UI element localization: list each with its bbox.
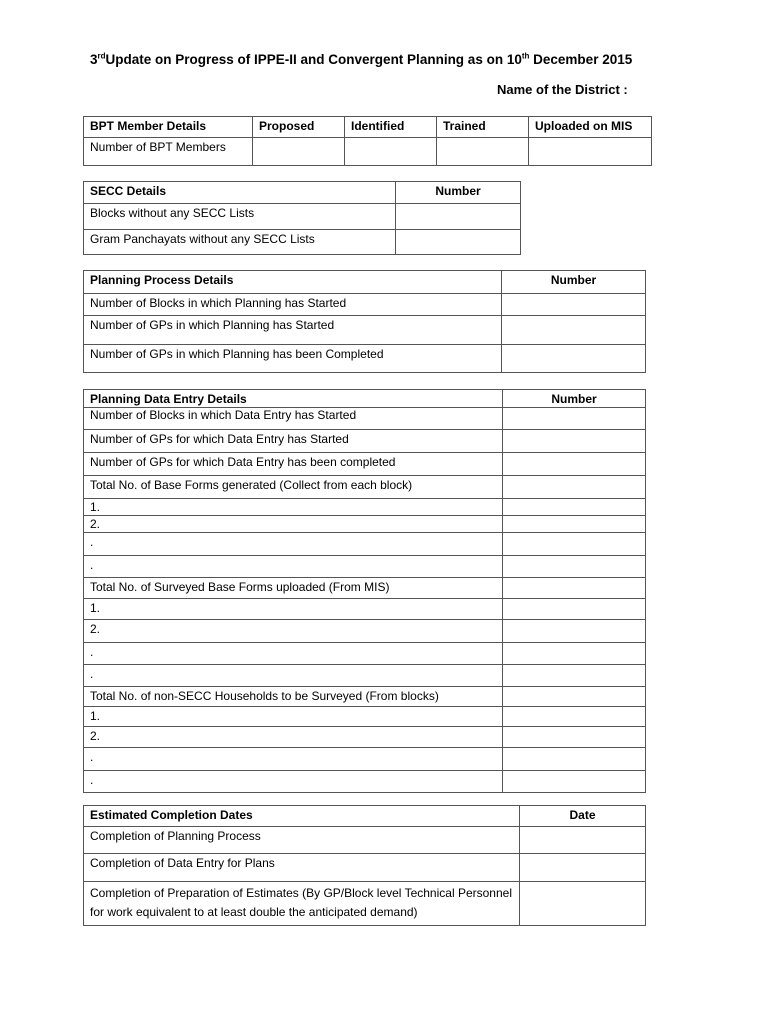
row-label: Number of GPs for which Data Entry has Started xyxy=(84,430,503,453)
value-cell[interactable] xyxy=(503,727,646,748)
table-row xyxy=(84,204,521,230)
column-header: Planning Data Entry Details xyxy=(84,390,503,408)
value-cell[interactable] xyxy=(502,316,646,345)
row-label: Gram Panchayats without any SECC Lists xyxy=(84,230,396,255)
table-row xyxy=(84,727,646,748)
column-header: Number xyxy=(502,271,646,294)
row-label: Completion of Data Entry for Plans xyxy=(84,854,520,882)
uploaded-cell[interactable] xyxy=(529,138,652,166)
row-label: . xyxy=(84,556,503,578)
table-row xyxy=(84,476,646,499)
table-header-row xyxy=(84,271,646,294)
table-row xyxy=(84,499,646,516)
value-cell[interactable] xyxy=(396,204,521,230)
row-label: Number of Blocks in which Planning has Started xyxy=(84,294,502,316)
row-label: Number of GPs for which Data Entry has been completed xyxy=(84,453,503,476)
value-cell[interactable] xyxy=(503,707,646,727)
row-label: . xyxy=(84,771,503,793)
value-cell[interactable] xyxy=(503,687,646,707)
value-cell[interactable] xyxy=(503,408,646,430)
value-cell[interactable] xyxy=(503,430,646,453)
table-row xyxy=(84,665,646,687)
value-cell[interactable] xyxy=(503,476,646,499)
district-label: Name of the District : xyxy=(497,82,628,97)
data-entry-table xyxy=(83,389,646,793)
table-row xyxy=(84,578,646,599)
table-header-row xyxy=(84,117,652,138)
row-label: Number of BPT Members xyxy=(84,138,253,166)
column-header: Estimated Completion Dates xyxy=(84,806,520,827)
table-row xyxy=(84,516,646,533)
value-cell[interactable] xyxy=(503,665,646,687)
row-label: 1. xyxy=(84,707,503,727)
trained-cell[interactable] xyxy=(437,138,529,166)
row-label: . xyxy=(84,748,503,771)
table-row xyxy=(84,430,646,453)
table-row xyxy=(84,230,521,255)
column-header: Identified xyxy=(345,117,437,138)
row-label: 1. xyxy=(84,599,503,620)
table-row xyxy=(84,453,646,476)
row-label: Total No. of Surveyed Base Forms uploaded (From MIS) xyxy=(84,578,503,599)
column-header: Number xyxy=(503,390,646,408)
date-cell[interactable] xyxy=(520,854,646,882)
row-label: 1. xyxy=(84,499,503,516)
column-header: Trained xyxy=(437,117,529,138)
value-cell[interactable] xyxy=(502,294,646,316)
value-cell[interactable] xyxy=(503,556,646,578)
table-header-row xyxy=(84,806,646,827)
planning-process-table xyxy=(83,270,646,373)
row-label: Completion of Preparation of Estimates (By GP/Block level Technical Personnel for work equivalent to at least double the anticipated demand) xyxy=(84,882,520,926)
row-label: Total No. of Base Forms generated (Collect from each block) xyxy=(84,476,503,499)
table-row xyxy=(84,707,646,727)
date-cell[interactable] xyxy=(520,882,646,926)
completion-dates-table xyxy=(83,805,646,926)
table-header-row xyxy=(84,390,646,408)
row-label: Blocks without any SECC Lists xyxy=(84,204,396,230)
column-header: Number xyxy=(396,182,521,204)
column-header: Planning Process Details xyxy=(84,271,502,294)
value-cell[interactable] xyxy=(503,453,646,476)
identified-cell[interactable] xyxy=(345,138,437,166)
table-row xyxy=(84,345,646,373)
value-cell[interactable] xyxy=(503,516,646,533)
table-row xyxy=(84,882,646,926)
row-label: . xyxy=(84,665,503,687)
table-row xyxy=(84,316,646,345)
value-cell[interactable] xyxy=(502,345,646,373)
table-row xyxy=(84,533,646,556)
column-header: Date xyxy=(520,806,646,827)
value-cell[interactable] xyxy=(503,643,646,665)
value-cell[interactable] xyxy=(503,578,646,599)
row-label: 2. xyxy=(84,516,503,533)
table-row xyxy=(84,620,646,643)
table-row xyxy=(84,556,646,578)
value-cell[interactable] xyxy=(396,230,521,255)
table-row xyxy=(84,643,646,665)
row-label: Number of GPs in which Planning has been Completed xyxy=(84,345,502,373)
row-label: . xyxy=(84,533,503,556)
table-header-row xyxy=(84,182,521,204)
column-header: Proposed xyxy=(253,117,345,138)
column-header: BPT Member Details xyxy=(84,117,253,138)
row-label: Completion of Planning Process xyxy=(84,827,520,854)
bpt-member-table xyxy=(83,116,652,166)
value-cell[interactable] xyxy=(503,499,646,516)
table-row xyxy=(84,687,646,707)
row-label: Number of Blocks in which Data Entry has Started xyxy=(84,408,503,430)
table-row xyxy=(84,599,646,620)
value-cell[interactable] xyxy=(503,533,646,556)
page-title: 3rdUpdate on Progress of IPPE-II and Convergent Planning as on 10th December 2015 xyxy=(90,51,633,67)
value-cell[interactable] xyxy=(503,771,646,793)
table-row xyxy=(84,408,646,430)
date-cell[interactable] xyxy=(520,827,646,854)
table-row xyxy=(84,748,646,771)
table-row xyxy=(84,294,646,316)
table-row xyxy=(84,771,646,793)
row-label: 2. xyxy=(84,620,503,643)
row-label: 2. xyxy=(84,727,503,748)
value-cell[interactable] xyxy=(503,599,646,620)
value-cell[interactable] xyxy=(503,748,646,771)
column-header: SECC Details xyxy=(84,182,396,204)
table-row xyxy=(84,854,646,882)
table-row xyxy=(84,827,646,854)
row-label: Number of GPs in which Planning has Started xyxy=(84,316,502,345)
secc-details-table xyxy=(83,181,521,255)
column-header: Uploaded on MIS xyxy=(529,117,652,138)
row-label: Total No. of non-SECC Households to be Surveyed (From blocks) xyxy=(84,687,503,707)
proposed-cell[interactable] xyxy=(253,138,345,166)
row-label: . xyxy=(84,643,503,665)
table-row xyxy=(84,138,652,166)
value-cell[interactable] xyxy=(503,620,646,643)
